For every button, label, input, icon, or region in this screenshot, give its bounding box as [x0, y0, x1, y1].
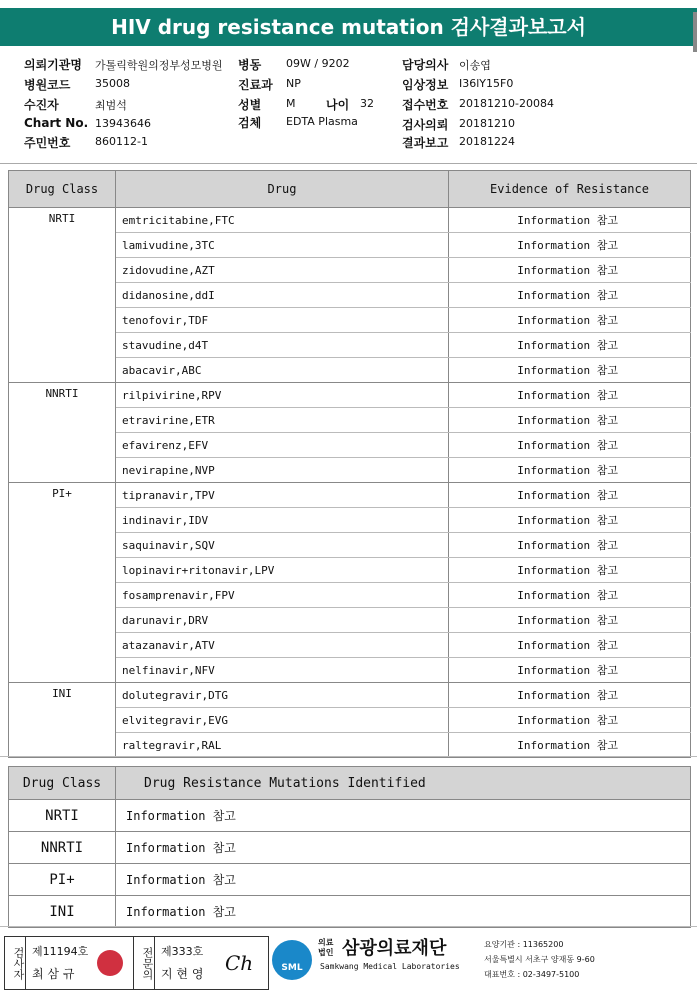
drug-row [9, 208, 691, 233]
drug-class-cell: PI+ [9, 483, 116, 683]
header-drug-class: Drug Class [9, 171, 116, 208]
drug-name-cell: dolutegravir,DTG [116, 683, 449, 708]
evidence-cell: Information 참고 [449, 383, 691, 408]
doctor-name: 지 현 영 [161, 967, 204, 981]
info-divider [0, 163, 697, 164]
value-doctor: 이송엽 [459, 59, 491, 72]
value-specimen: EDTA Plasma [286, 115, 358, 128]
mutation-row [9, 896, 691, 928]
signature-box [4, 936, 269, 990]
label-age: 나이 [326, 98, 350, 112]
evidence-cell: Information 참고 [449, 533, 691, 558]
drug-name-cell: nelfinavir,NFV [116, 658, 449, 683]
label-result-report: 결과보고 [402, 136, 449, 150]
drug-name-cell: efavirenz,EFV [116, 433, 449, 458]
value-institution: 가톨릭학원의정부성모병원 [95, 59, 223, 72]
evidence-cell: Information 참고 [449, 508, 691, 533]
value-hospital-code: 35008 [95, 77, 130, 90]
evidence-cell: Information 참고 [449, 333, 691, 358]
org-address: 서울특별시 서초구 양재동 9-60 [484, 955, 595, 964]
value-age: 32 [360, 97, 374, 110]
evidence-cell: Information 참고 [449, 233, 691, 258]
evidence-cell: Information 참고 [449, 708, 691, 733]
label-department: 진료과 [238, 78, 273, 92]
evidence-cell: Information 참고 [449, 658, 691, 683]
drug-name-cell: didanosine,ddI [116, 283, 449, 308]
drug-class-cell: NRTI [9, 208, 116, 383]
evidence-cell: Information 참고 [449, 583, 691, 608]
drug-row [9, 683, 691, 708]
label-hospital-code: 병원코드 [24, 78, 71, 92]
header-evidence: Evidence of Resistance [449, 171, 691, 208]
patient-info [0, 54, 697, 162]
drug-name-cell: saquinavir,SQV [116, 533, 449, 558]
drug-name-cell: raltegravir,RAL [116, 733, 449, 758]
drug-name-cell: zidovudine,AZT [116, 258, 449, 283]
examiner-name: 최 삼 규 [32, 967, 75, 981]
mutation-row [9, 864, 691, 896]
mut-value: Information 참고 [116, 800, 691, 832]
label-doctor: 담당의사 [402, 58, 449, 72]
label-ward: 병동 [238, 58, 262, 72]
drug-name-cell: stavudine,d4T [116, 333, 449, 358]
value-department: NP [286, 77, 301, 90]
evidence-cell: Information 참고 [449, 258, 691, 283]
drug-name-cell: etravirine,ETR [116, 408, 449, 433]
title-shadow [693, 12, 697, 52]
value-chart-no: 13943646 [95, 117, 151, 130]
label-resident-no: 주민번호 [24, 136, 71, 150]
label-chart-no: Chart No. [24, 116, 89, 130]
institution-code: 요양기관 : 11365200 [484, 940, 564, 949]
value-sex: M [286, 97, 296, 110]
evidence-cell: Information 참고 [449, 633, 691, 658]
value-result-report: 20181224 [459, 135, 515, 148]
section-divider [0, 756, 697, 757]
mut-class: NRTI [9, 800, 116, 832]
mut-class: PI+ [9, 864, 116, 896]
value-patient: 최범석 [95, 99, 127, 112]
doctor-license: 제333호 [161, 945, 204, 958]
report-footer [0, 934, 697, 994]
org-phone: 대표번호 : 02-3497-5100 [484, 970, 580, 979]
footer-divider [0, 926, 697, 927]
drug-table-body [9, 208, 691, 758]
drug-row [9, 483, 691, 508]
label-patient: 수진자 [24, 98, 59, 112]
drug-class-cell: NNRTI [9, 383, 116, 483]
evidence-cell: Information 참고 [449, 408, 691, 433]
org-type: 의료법인 [318, 938, 334, 957]
evidence-cell: Information 참고 [449, 558, 691, 583]
evidence-cell: Information 참고 [449, 458, 691, 483]
evidence-cell: Information 참고 [449, 433, 691, 458]
label-receipt-no: 접수번호 [402, 98, 449, 112]
drug-name-cell: rilpivirine,RPV [116, 383, 449, 408]
value-test-request: 20181210 [459, 117, 515, 130]
value-receipt-no: 20181210-20084 [459, 97, 554, 110]
mutation-row [9, 832, 691, 864]
label-specimen: 검체 [238, 116, 262, 130]
mutations-table [8, 766, 691, 928]
sml-logo-icon: SML [272, 940, 312, 980]
mut-class: NNRTI [9, 832, 116, 864]
value-resident-no: 860112-1 [95, 135, 148, 148]
report-title: HIV drug resistance mutation 검사결과보고서 [0, 8, 697, 46]
seal-stamp-icon [97, 950, 123, 976]
drug-class-cell: INI [9, 683, 116, 758]
evidence-cell: Information 참고 [449, 733, 691, 758]
label-clinical-info: 임상정보 [402, 78, 449, 92]
drug-name-cell: emtricitabine,FTC [116, 208, 449, 233]
drug-name-cell: nevirapine,NVP [116, 458, 449, 483]
drug-resistance-table [8, 170, 691, 758]
evidence-cell: Information 참고 [449, 608, 691, 633]
drug-name-cell: atazanavir,ATV [116, 633, 449, 658]
value-ward: 09W / 9202 [286, 57, 350, 70]
mutation-row [9, 800, 691, 832]
org-name: 삼광의료재단 [342, 938, 447, 959]
drug-name-cell: tenofovir,TDF [116, 308, 449, 333]
examiner-label: 검사자 [5, 937, 26, 989]
drug-name-cell: fosamprenavir,FPV [116, 583, 449, 608]
drug-name-cell: lamivudine,3TC [116, 233, 449, 258]
header-mut-class: Drug Class [9, 767, 116, 800]
drug-name-cell: elvitegravir,EVG [116, 708, 449, 733]
mut-class: INI [9, 896, 116, 928]
label-institution: 의뢰기관명 [24, 58, 82, 72]
evidence-cell: Information 참고 [449, 208, 691, 233]
evidence-cell: Information 참고 [449, 683, 691, 708]
label-test-request: 검사의뢰 [402, 118, 449, 132]
drug-name-cell: indinavir,IDV [116, 508, 449, 533]
mut-value: Information 참고 [116, 896, 691, 928]
doctor-signature: Ch [225, 951, 254, 975]
header-drug: Drug [116, 171, 449, 208]
examiner-license: 제11194호 [32, 945, 89, 958]
org-english-name: Samkwang Medical Laboratories [320, 962, 460, 971]
drug-row [9, 383, 691, 408]
header-mutations: Drug Resistance Mutations Identified [116, 767, 691, 800]
evidence-cell: Information 참고 [449, 283, 691, 308]
mut-value: Information 참고 [116, 864, 691, 896]
evidence-cell: Information 참고 [449, 483, 691, 508]
drug-name-cell: tipranavir,TPV [116, 483, 449, 508]
value-clinical-info: I36lY15F0 [459, 77, 514, 90]
drug-name-cell: abacavir,ABC [116, 358, 449, 383]
drug-name-cell: lopinavir+ritonavir,LPV [116, 558, 449, 583]
mut-value: Information 참고 [116, 832, 691, 864]
evidence-cell: Information 참고 [449, 308, 691, 333]
label-sex: 성별 [238, 98, 262, 112]
doctor-label: 전문의 [133, 937, 155, 989]
drug-name-cell: darunavir,DRV [116, 608, 449, 633]
evidence-cell: Information 참고 [449, 358, 691, 383]
